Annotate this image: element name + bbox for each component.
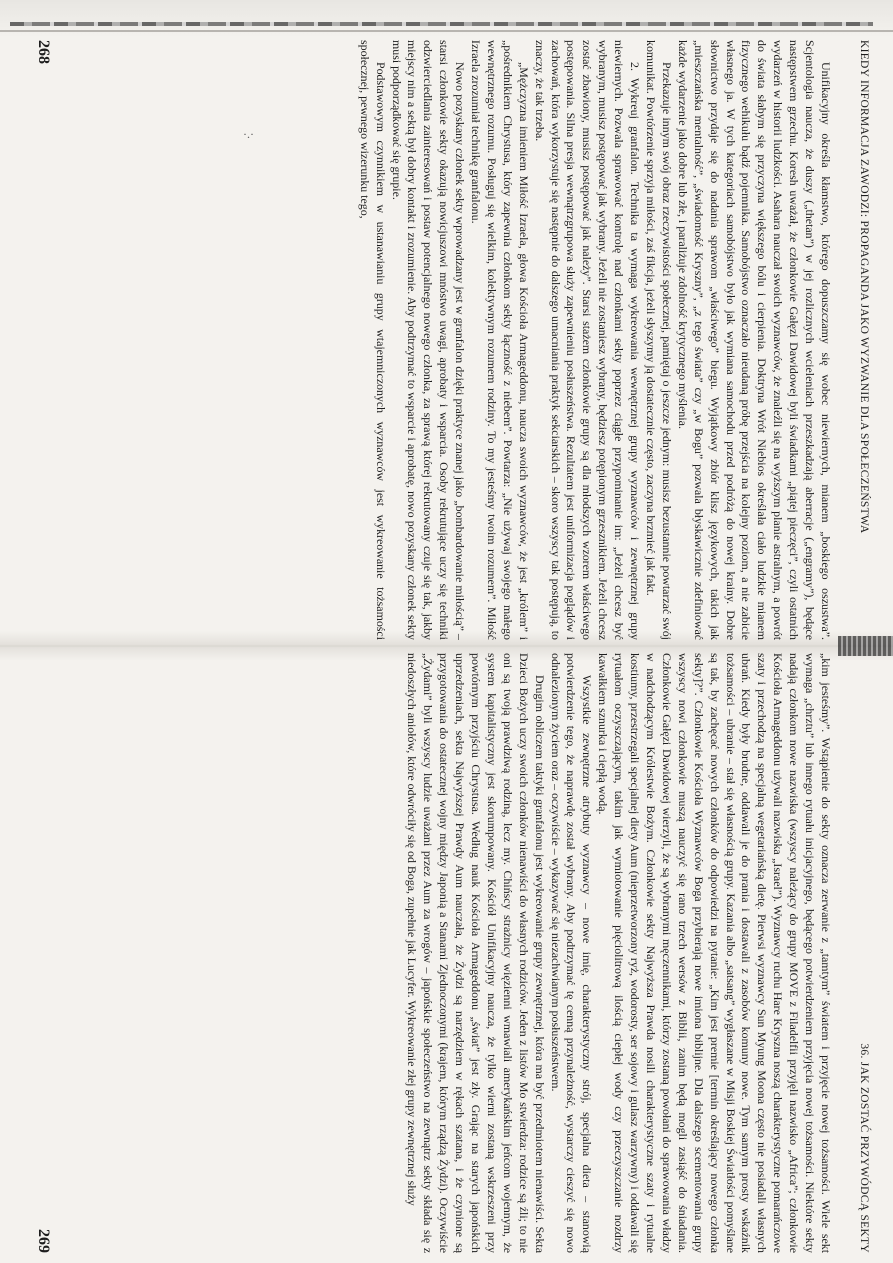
paragraph: „Mężczyzna imieniem Miłość Izraela, głowa Kościoła Armageddonu, naucza swoich wyznawców, że jest „królem” i „pośrednikiem Chrystusa, który zapewnia członkom sekty łączność z niebem”. Powtarza: „Nie używaj swojego małego wewnętrznego rozumu. Posługuj się wielkim, kolektywnym rozumem rodziny. To my jesteśmy twoim rozumem”. Miłość Izraela zrozumiał technikę granfalonu. [469,40,531,640]
running-head: KIEDY INFORMACJA ZAWODZI: PROPAGANDA JAKO WYZWANIE DLA SPOŁECZEŃSTWA [858,40,870,534]
scan-speck: ·.· [243,127,254,141]
scan-line [0,30,893,32]
running-head: 36. JAK ZOSTAĆ PRZYWÓDCĄ SEKTY [858,1043,870,1253]
paragraph: Przekazuje innym swój obraz rzeczywistości społecznej, pamiętaj o jeszcze jednym: musisz bezustannie powtarzać swój komunikat. Powtórzenie sprzyja miłości, zaś fikcja, jeżeli słyszymy ją dostatecznie często, zaczyna brzmieć jak fakt. [644,40,674,640]
paragraph: Podstawowym czynnikiem w ustanawianiu grupy wtajemniczonych wyznawców jest wykreowanie tożsamości społecznej, pewnego wizerunku tego, [357,40,388,640]
scan-streak [10,22,873,26]
paragraph: „kim jesteśmy”. Wstąpienie do sekty oznacza zerwanie z „tamtym” światem i przyjęcie nowej tożsamości. Wiele sekt wymaga „chrztu” lub innego rytuału inicjacyjnego, będącego potwierdzeniem przyjęcia nowej tożsamości. Niektóre sekty nadają członkom nowe nazwiska (wszyscy należący do grupy MOVE z Filadelfii przyjęli nazwisko „Africa”; członkowie Kościoła Armageddonu używali nazwiska „Israel”). Wyznawcy ruchu Hare Kryszna noszą charakterystyczne pomarańczowe szaty i przechodzą na specjalną wegetariańską dietę. Pierwsi wyznawcy Sun Myung Moona często nie posiadali własnych ubrań. Kiedy były brudne, oddawali je do prania i dostawali z zasobów komuny nowe. Tym samym prosty wskaźnik tożsamości – ubranie – stał się własnością grupy. Kazania albo „satsang” wygłaszane w Misji Boskiej Światłości pomyślane są tak, by zachęcać nowych członków do odpowiedzi na pytanie: „Kim jest premie [termin określający nowego członka sekty]?”. Członkowie Kościoła Wyznawców Boga przybierają nowe imiona biblijne. Dla dalszego scementowania grupy wszyscy nowi członkowie muszą nauczyć się rano trzech wersów z Biblii, zanim będą mogli zasiąść do śniadania. Członkowie Gałęzi Dawidowej wierzyli, że są wybranymi męczennikami, którzy zostaną powołani do sprawowania władzy w nadchodzącym Królestwie Bożym. Członkowie sekty Najwyższa Prawda nosili charakterystyczne szaty i rytualne kostiumy, przestrzegali specjalnej diety Aum (nieprzetworzony ryż, wodorosty, ser sojowy i gulasz warzywny) i oddawali się rytuałom oczyszczającym, takim jak wymiotowanie pięciolitrową ilością ciepłej wody czy przeczyszczanie nozdrzy kawałkiem sznurka i ciepłą wodą. [596,653,833,1253]
page-269 [18,653,878,1253]
scan-edge [0,0,893,38]
paragraph: Nowo pozyskany członek sekty wprowadzany jest w granfalon dzięki praktyce znanej jako „bombardowanie miłością” – starsi członkowie sekty okazują nowicjuszowi mnóstwo uwagi, aprobaty i wsparcia. Osoby rekrutujące uczy się techniki odzwierciedlania zainteresowań i postaw potencjalnego nowego członka, za sprawą której rekrutowany czuje się tak, jakby miejscy nim a sektą był dobry kontakt i zrozumienie. Aby podtrzymać to wsparcie i aprobatę, nowo pozyskany członek sekty musi podporządkować się grupie. [389,40,468,640]
page-268 [18,40,878,640]
paragraph: Drugim obliczem taktyki granfalonu jest wykreowanie grupy zewnętrznej, która ma być przedmiotem nienawiści. Sekta Dzieci Bożych uczy swoich członków nienawiści do własnych rodziców. Jeden z listów Mo stwierdza: rodzice są źli; to nie oni są twoją prawdziwą rodziną, lecz my. Chińscy strażnicy więzienni wmawiali amerykańskim jeńcom wojennym, że system kapitalistyczny jest skorumpowany. Kościół Unifikacyjny naucza, że tylko wierni zostaną wskrzeszeni przy powtórnym przyjściu Chrystusa. Według nauk Kościoła Armageddonu „świat” jest zły. Grając na starych japońskich uprzedzeniach, sekta Najwyższej Prawdy Aum nauczała, że Żydzi są narzędziem w rękach szatana, i że czynione są przygotowania do ostatecznej wojny między Japonią a Stanami Zjednoczonymi (krajem, którym rządzą Żydzi). Oczywiście „Żydami” byli wszyscy ludzie uważani przez Aum za wrogów – japońskie społeczeństwo na zewnątrz sekty składa się z niedoszłych aniołów, które odwróciły się od Boga, zupełnie jak Lucyfer. Wykreowanie złej grupy zewnętrznej służy [405,653,547,1253]
paragraph: 2. Wykreuj granfalon. Technika ta wymaga wykreowania wewnętrznej grupy wyznawców i zewnętrznej grupy niewiernych. Pozwala sprawować kontrolę nad członkami sekty poprzez ciągłe przypominanie im: „Jeżeli chcesz być wybranym, musisz postępować jak wybrany. Jeżeli nie zostaniesz wybrany, będziesz potępionym grzesznikiem. Jeżeli chcesz zostać zbawiony, musisz postępować jak należy”. Starsi stażem członkowie grupy są dla młodszych wzorem właściwego postępowania. Silna presja wewnątrzgrupowa służy zapewnieniu posłuszeństwa. Rezultatem jest uniformizacja poglądów i zachowań, która wykorzystuje się następnie do dalszego umacniania praktyk sekciarskich – skoro wszyscy tak postępują, to znaczy, że tak trzeba. [532,40,643,640]
paragraph: Unifikacyjny określa kłamstwo, którego dopuszczamy się wobec niewiernych, mianem „boskiego oszustwa”. Scjentologia naucza, że duszy („thetan”) w jej rozlicznych wcieleniach przeszkadzają aberracje („engramy”), będące następstwem grzechu. Koresh uważał, że członkowie Gałęzi Dawidowej byli świadkami „piątej pieczęci”, czyli ostatnich wydarzeń w historii ludzkości. Asahara nauczał swoich wyznawców, że znaleźli się na wyższym planie astralnym, a powrót do świata słabym się przyczyna większego bólu i cierpienia. Doktryna Wrót Niebios określała ciało ludzkie mianem fizycznego wehikułu bądź pojemnika. Samobójstwo oznaczało nieudaną próbę przejścia na kolejny poziom, a nie zabicie własnego ja. W tych kategoriach samobójstwo było jak wymiana samochodu przed podróżą do nowej krainy. Dobre słownictwo przydaje się do nadania sprawom „właściwego” biegu. Wyjątkowy zbiór klisz językowych, takich jak „mieszczańska mentalność”, „świadomość Kryszny”, „z tego świata” czy „w Bogu” pozwala błyskawicznie zdefiniować każde wydarzenie jako dobre lub złe, i paraliżuje zdolność krytycznego myślenia. [675,40,833,640]
page-number: 269 [35,1229,52,1253]
page-number: 268 [35,40,52,64]
paragraph: Wszystkie zewnętrzne atrybuty wyznawcy – nowe imię, charakterystyczny strój, specjalna dieta – stanowią potwierdzenie tego, że naprawdę został wybrany. Aby podtrzymać tę cenną przynależność, wystarczy cieszyć się nowo odnalezionym życiem oraz – oczywiście – wykazywać się niezachwianym posłuszeństwem. [548,653,595,1253]
body-text [63,40,833,640]
body-text [63,653,833,1253]
